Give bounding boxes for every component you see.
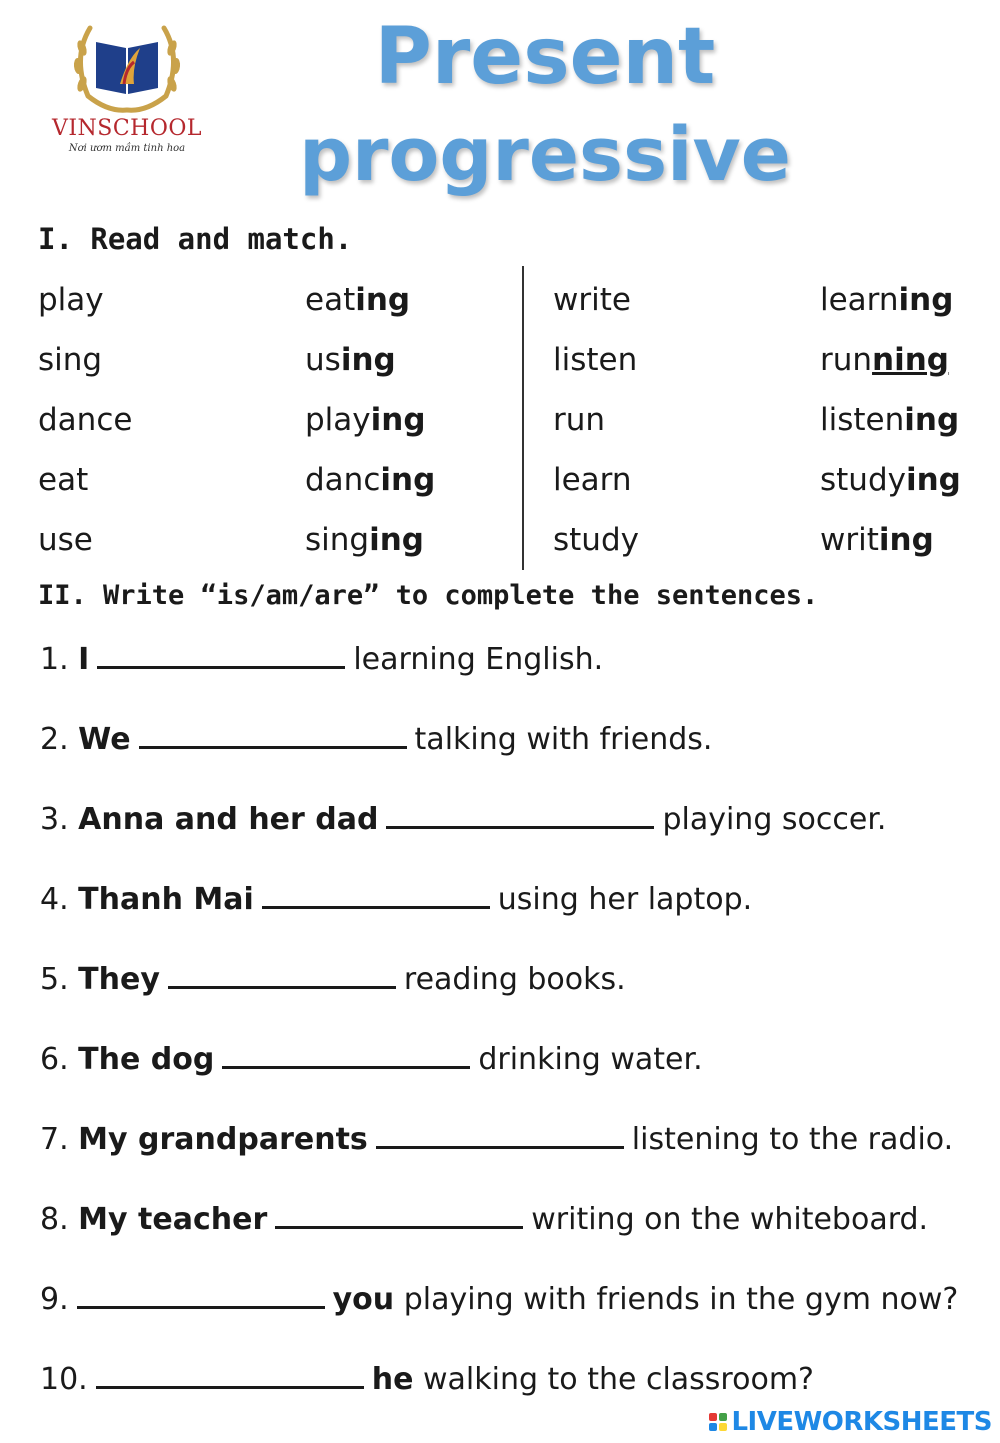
sentence: 10. he walking to the classroom? bbox=[40, 1362, 814, 1397]
match-word: play bbox=[38, 282, 104, 318]
match-word: run bbox=[553, 402, 606, 438]
match-ing-word: studying bbox=[820, 462, 961, 498]
match-word: eat bbox=[38, 462, 89, 498]
match-word: use bbox=[38, 522, 93, 558]
logo-tagline: Nơi ươm mầm tinh hoa bbox=[68, 143, 186, 154]
match-ing-word: running bbox=[820, 342, 950, 378]
match-ing-word: dancing bbox=[305, 462, 436, 498]
answer-blank[interactable] bbox=[168, 962, 396, 989]
liveworksheets-icon bbox=[709, 1413, 727, 1431]
sentence: 9. you playing with friends in the gym now? bbox=[40, 1282, 959, 1317]
sentence: 7. My grandparents listening to the radio. bbox=[40, 1122, 954, 1157]
page-title-line1: Present bbox=[374, 12, 716, 102]
sentence: 5. They reading books. bbox=[40, 962, 626, 997]
answer-blank[interactable] bbox=[262, 882, 490, 909]
match-word: learn bbox=[553, 462, 632, 498]
match-ing-word: playing bbox=[305, 402, 426, 438]
answer-blank[interactable] bbox=[222, 1042, 470, 1069]
sentence: 8. My teacher writing on the whiteboard. bbox=[40, 1202, 929, 1237]
sentence: 4. Thanh Mai using her laptop. bbox=[40, 882, 753, 917]
answer-blank[interactable] bbox=[376, 1122, 624, 1149]
match-word: study bbox=[553, 522, 639, 558]
answer-blank[interactable] bbox=[386, 802, 654, 829]
answer-blank[interactable] bbox=[77, 1282, 325, 1309]
answer-blank[interactable] bbox=[139, 722, 407, 749]
sentence: 2. We talking with friends. bbox=[40, 722, 713, 757]
match-ing-word: eating bbox=[305, 282, 411, 318]
brand-label: LIVEWORKSHEETS bbox=[731, 1407, 992, 1437]
match-ing-word: listening bbox=[820, 402, 960, 438]
match-ing-word: singing bbox=[305, 522, 424, 558]
answer-blank[interactable] bbox=[97, 642, 345, 669]
answer-blank[interactable] bbox=[275, 1202, 523, 1229]
vinschool-logo bbox=[36, 18, 218, 158]
sentence: 6. The dog drinking water. bbox=[40, 1042, 703, 1077]
sentence: 1. I learning English. bbox=[40, 642, 604, 677]
page-title-line2: progressive bbox=[299, 112, 791, 198]
section2-heading: II. Write “is/am/are” to complete the sentences. bbox=[38, 580, 819, 611]
liveworksheets-brand[interactable] bbox=[709, 1409, 992, 1435]
answer-blank[interactable] bbox=[96, 1362, 364, 1389]
column-divider bbox=[522, 266, 524, 570]
match-word: listen bbox=[553, 342, 638, 378]
match-ing-word: using bbox=[305, 342, 396, 378]
logo-name: VINSCHOOL bbox=[51, 116, 203, 141]
match-ing-word: learning bbox=[820, 282, 954, 318]
match-word: write bbox=[553, 282, 631, 318]
section1-heading: I. Read and match. bbox=[38, 222, 353, 256]
book-laurel-icon bbox=[68, 18, 186, 116]
match-word: sing bbox=[38, 342, 103, 378]
match-ing-word: writing bbox=[820, 522, 934, 558]
sentence: 3. Anna and her dad playing soccer. bbox=[40, 802, 887, 837]
match-word: dance bbox=[38, 402, 133, 438]
